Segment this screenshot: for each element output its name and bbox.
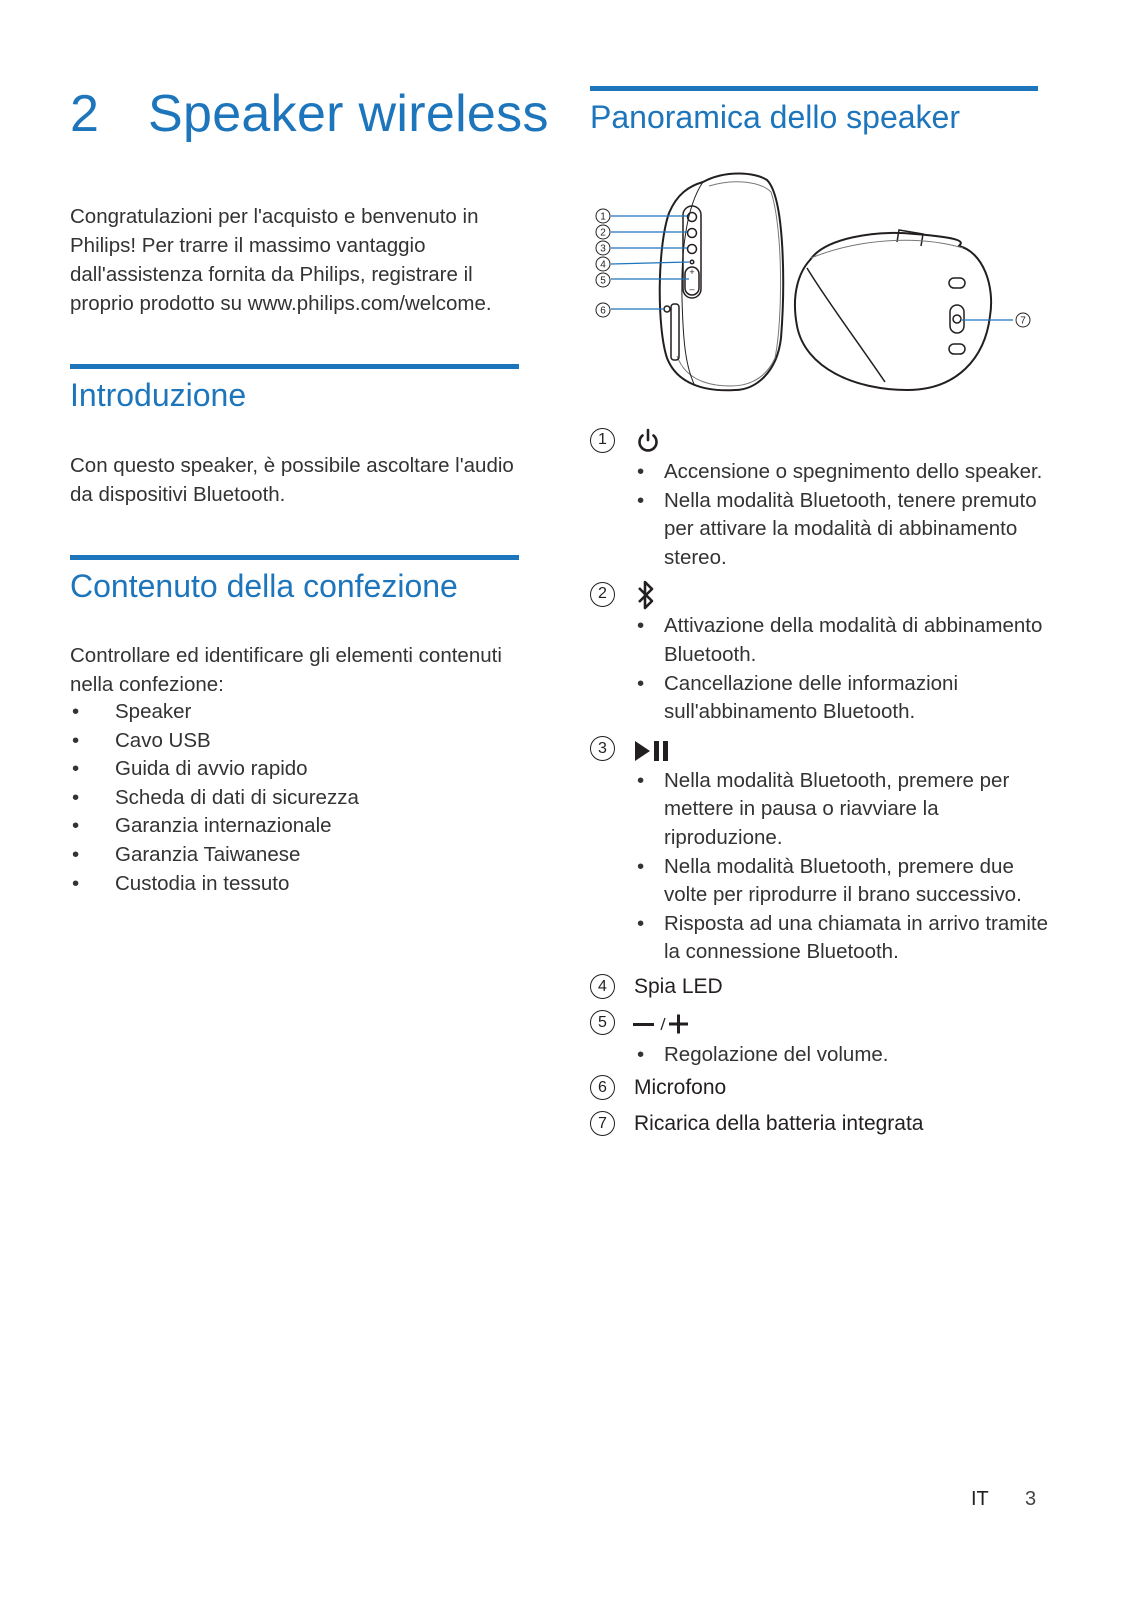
feature-number: 2 [590,582,615,607]
feature-number: 4 [590,974,615,999]
section-rule-contenuto [70,555,519,560]
heading-contenuto: Contenuto della confezione [70,568,458,604]
feature-number: 7 [590,1111,615,1136]
speaker-illustration [585,168,1040,408]
section-rule-introduzione [70,364,519,369]
feature-item [590,1005,1060,1070]
list-item: • Scheda di dati di sicurezza [70,784,359,813]
contenuto-paragraph: Controllare ed identificare gli elementi contenuti nella confezione: [70,644,502,696]
feature-item [590,969,1060,1005]
list-item: • Cancellazione delle informazioni sull'abbinamento Bluetooth. [664,670,1060,727]
page-number: 3 [1025,1488,1037,1510]
contents-list [70,698,359,898]
feature-label: Ricarica della batteria integrata [634,1111,924,1135]
footer-language: IT [971,1488,989,1510]
list-item: • Nella modalità Bluetooth, premere per mettere in pausa o riavviare la riproduzione. [664,767,1060,853]
callout-label: 1 [600,211,606,223]
feature-label: Microfono [634,1075,727,1099]
play-pause-icon [634,740,672,767]
callout-label: 4 [600,259,606,271]
feature-number: 6 [590,1075,615,1100]
feature-item [590,731,1060,967]
callout-label: 7 [1020,315,1026,327]
callout-label: 3 [600,243,606,255]
feature-item [590,576,1060,726]
heading-panoramica: Panoramica dello speaker [590,99,960,135]
svg-text:–: – [689,284,695,294]
chapter-title-text: Speaker wireless [148,85,549,143]
list-item: • Guida di avvio rapido [70,755,359,784]
callout-label: 5 [600,275,606,287]
feature-item [590,1070,1060,1106]
introduzione-paragraph: Con questo speaker, è possibile ascoltare l'audio da dispositivi Bluetooth. [70,454,514,506]
callout-label: 2 [600,227,606,239]
feature-list [590,422,1060,1142]
chapter-number: 2 [70,85,100,143]
list-item: • Cavo USB [70,727,359,756]
list-item: • Speaker [70,698,359,727]
feature-item [590,422,1060,572]
list-item: • Risposta ad una chiamata in arrivo tramite la connessione Bluetooth. [664,910,1060,967]
list-item: • Nella modalità Bluetooth, premere due volte per riprodurre il brano successivo. [664,853,1060,910]
power-icon [634,427,662,460]
list-item: • Nella modalità Bluetooth, tenere premuto per attivare la modalità di abbinamento stereo. [664,487,1060,573]
list-item: • Garanzia Taiwanese [70,841,359,870]
heading-introduzione: Introduzione [70,377,247,413]
section-rule-panoramica [590,86,1038,91]
feature-number: 5 [590,1010,615,1035]
list-item: • Regolazione del volume. [664,1041,1060,1070]
callout-label: 6 [600,305,606,317]
feature-number: 1 [590,428,615,453]
volume-minus-plus-icon [632,1012,692,1041]
bluetooth-icon [636,580,656,615]
svg-text:+: + [689,267,695,277]
feature-number: 3 [590,736,615,761]
chapter-title [70,84,549,144]
list-item: • Custodia in tessuto [70,870,359,899]
list-item: • Accensione o spegnimento dello speaker. [664,458,1060,487]
list-item: • Garanzia internazionale [70,812,359,841]
feature-label: Spia LED [634,974,723,998]
feature-item [590,1106,1060,1142]
intro-paragraph: Congratulazioni per l'acquisto e benvenuto in Philips! Per trarre il massimo vantaggio dall'assistenza fornita da Philips, registrare il proprio prodotto su www.philips.com/welcome. [70,205,492,315]
list-item: • Attivazione della modalità di abbinamento Bluetooth. [664,612,1060,669]
